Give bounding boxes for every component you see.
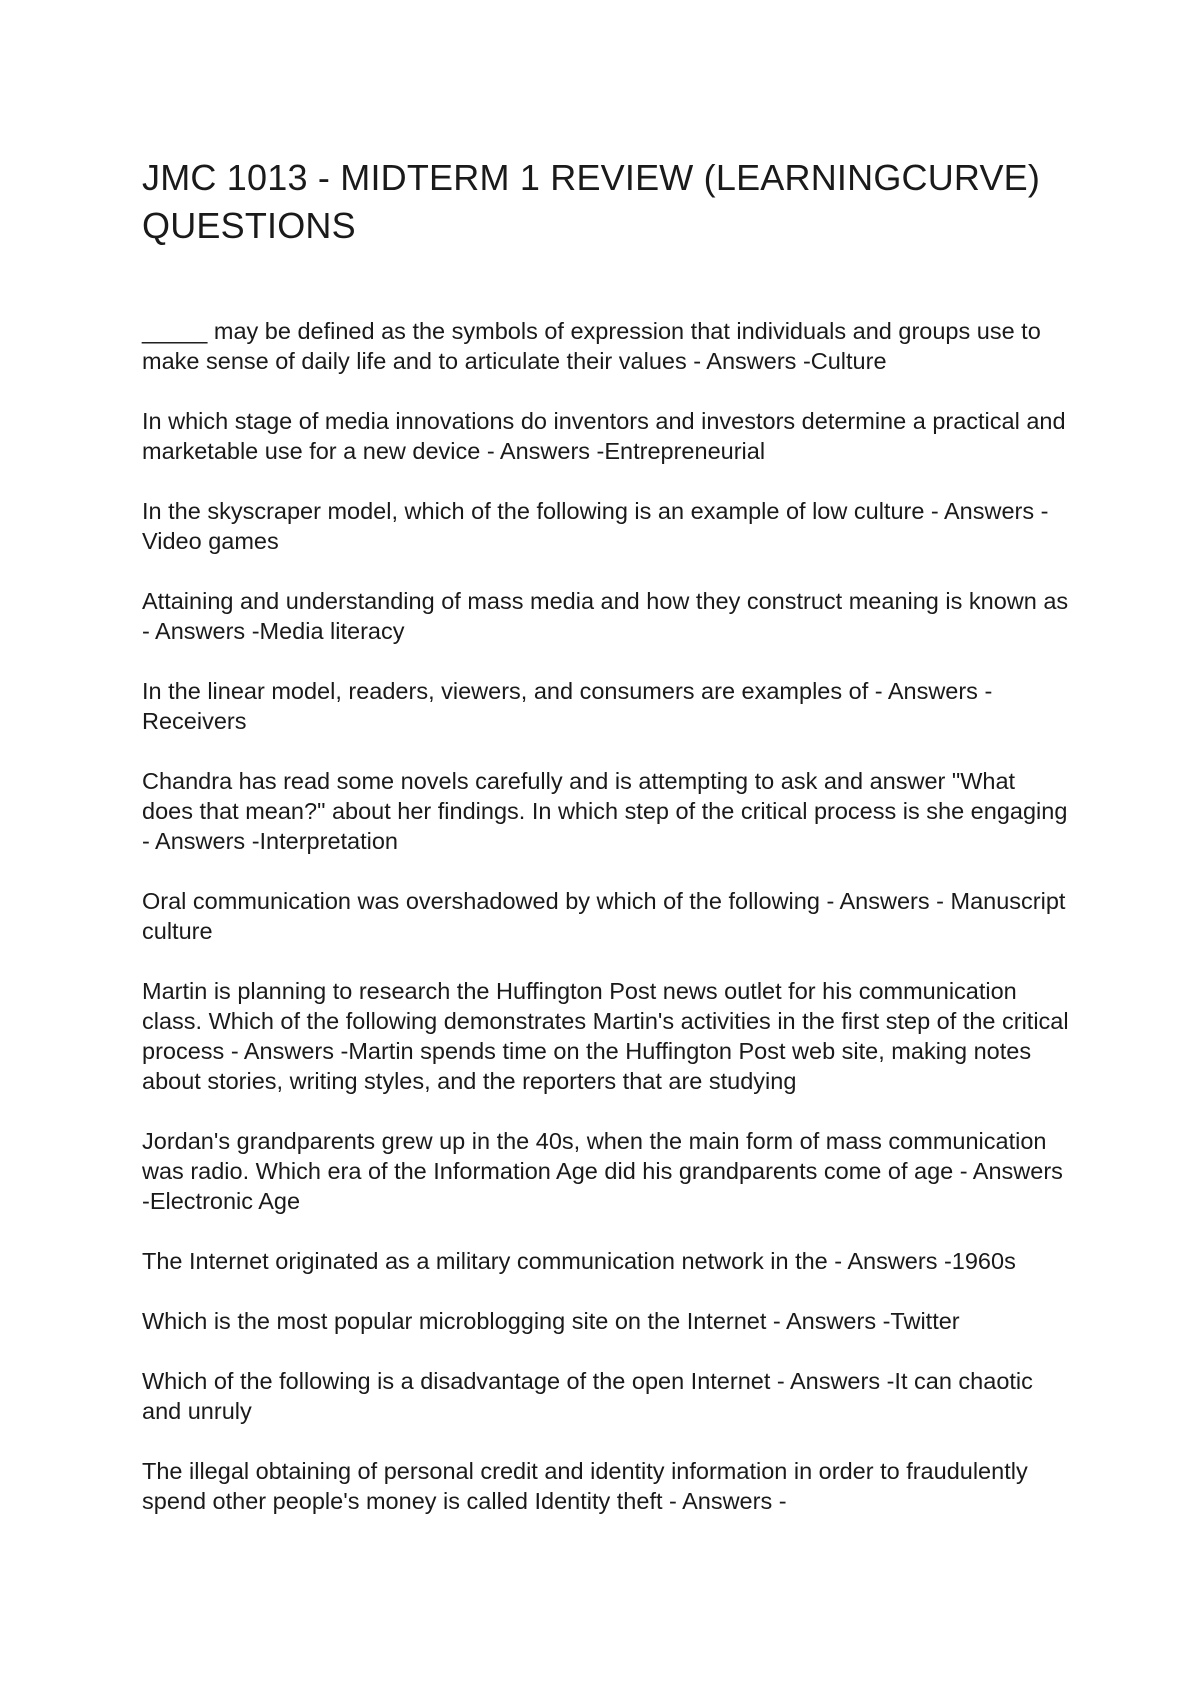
question-item: The illegal obtaining of personal credit and identity information in order to fraudulently spend other people's money is called Identity theft - Answers - — [142, 1458, 1028, 1514]
question-item: _____ may be defined as the symbols of expression that individuals and groups use to make sense of daily life and to articulate their values - Answers -Culture — [142, 318, 1041, 374]
question-item: Chandra has read some novels carefully and is attempting to ask and answer "What does that mean?" about her findings. In which step of the critical process is she engaging - Answers -Interpretation — [142, 768, 1068, 854]
question-item: Oral communication was overshadowed by which of the following - Answers - Manuscript culture — [142, 888, 1066, 944]
question-item: Attaining and understanding of mass media and how they construct meaning is known as - Answers -Media literacy — [142, 588, 1069, 644]
question-list — [142, 316, 1072, 1516]
question-item: The Internet originated as a military communication network in the - Answers -1960s — [142, 1248, 1016, 1274]
question-item: In which stage of media innovations do inventors and investors determine a practical and marketable use for a new device - Answers -Entrepreneurial — [142, 408, 1066, 464]
question-item: Which of the following is a disadvantage of the open Internet - Answers -It can chaotic and unruly — [142, 1368, 1033, 1424]
question-item: Jordan's grandparents grew up in the 40s, when the main form of mass communication was radio. Which era of the Information Age did his grandparents come of age - Answers -Electronic Age — [142, 1128, 1063, 1214]
question-item: In the linear model, readers, viewers, and consumers are examples of - Answers - Receivers — [142, 678, 993, 734]
question-item: In the skyscraper model, which of the following is an example of low culture - Answers - Video games — [142, 498, 1049, 554]
document-title: JMC 1013 - MIDTERM 1 REVIEW (LEARNINGCURVE) QUESTIONS — [142, 157, 1041, 246]
question-item: Which is the most popular microblogging site on the Internet - Answers -Twitter — [142, 1308, 960, 1334]
document-page — [142, 154, 1072, 1546]
question-item: Martin is planning to research the Huffington Post news outlet for his communication class. Which of the following demonstrates Martin's activities in the first step of the critical process - Answers -Martin spends time on the Huffington Post web site, making notes about stories, writing styles, and the reporters that are studying — [142, 978, 1069, 1094]
